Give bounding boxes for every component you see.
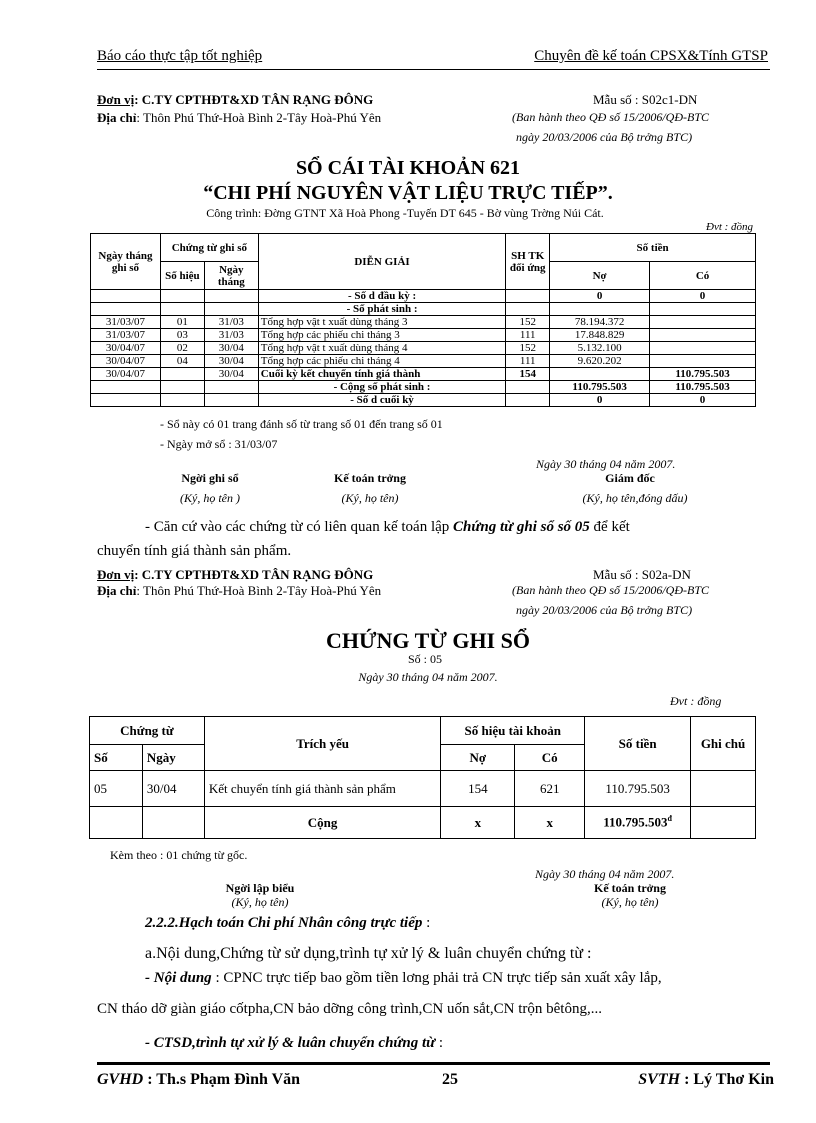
row-debit [550, 368, 650, 381]
ledger-project: Công trình: Đờng GTNT Xã Hoà Phong -Tuyến DT 645 - Bờ vùng Trờng Núi Cát. [206, 206, 604, 220]
row-debit: 17.848.829 [550, 329, 650, 342]
row-credit [650, 316, 756, 329]
table-row [91, 355, 756, 368]
footer-rule-2 [97, 1063, 770, 1064]
row-acct: 152 [506, 316, 550, 329]
opening-debit: 0 [550, 290, 650, 303]
row-date: 31/03/07 [91, 316, 161, 329]
vth-acct: Số hiệu tài khoản [441, 717, 585, 745]
vrow-no: 05 [90, 771, 143, 807]
row-desc: Tổng hợp các phiếu chi tháng 4 [258, 355, 505, 368]
vrow-credit: 621 [515, 771, 585, 807]
footer-svth: SVTH : Lý Thơ Kin [638, 1071, 774, 1088]
ledger-sign-date: Ngày 30 tháng 04 năm 2007. [536, 457, 676, 471]
ledger-table [90, 233, 756, 407]
th-amount: Số tiền [550, 234, 756, 262]
th-acct: SH TK đối ứng [506, 234, 550, 290]
header-rule [97, 69, 770, 70]
closing-label: - Số d cuối kỳ [258, 394, 505, 407]
ledger-signer-2-sub: (Ký, họ tên) [341, 491, 399, 505]
vth-voucher: Chứng từ [90, 717, 205, 745]
row-no: 03 [160, 329, 204, 342]
vtotal-credit: x [515, 807, 585, 839]
voucher-signer-2: Kế toán trởng [594, 881, 666, 895]
ledger-subtitle: “CHI PHÍ NGUYÊN VẬT LIỆU TRỰC TIẾP”. [203, 182, 613, 204]
table-row [91, 368, 756, 381]
total-credit: 110.795.503 [650, 381, 756, 394]
row-debit: 9.620.202 [550, 355, 650, 368]
closing-credit: 0 [650, 394, 756, 407]
row-vdate: 31/03 [204, 329, 258, 342]
voucher-unit: Đơn vị: C.TY CPTHĐT&XD TÂN RẠNG ĐÔNG [97, 567, 374, 582]
th-credit: Có [650, 262, 756, 290]
closing-debit: 0 [550, 394, 650, 407]
page-number: 25 [442, 1071, 458, 1088]
vrow-amount: 110.795.503 [585, 771, 691, 807]
row-no: 01 [160, 316, 204, 329]
vth-vdate: Ngày [142, 745, 204, 771]
section-ctsd: - CTSD,trình tự xử lý & luân chuyển chứng từ : [145, 1035, 444, 1051]
th-voucher: Chứng từ ghi sổ [160, 234, 258, 262]
voucher-form-no: Mẫu số : S02a-DN [593, 567, 691, 582]
th-vdate: Ngày tháng [204, 262, 258, 290]
opening-label: - Số d đầu kỳ : [258, 290, 505, 303]
row-acct: 152 [506, 342, 550, 355]
ledger-signer-3: Giám đốc [605, 471, 655, 485]
voucher-decree-1: (Ban hành theo QĐ số 15/2006/QĐ-BTC [512, 583, 709, 597]
row-acct: 111 [506, 329, 550, 342]
ledger-signer-2: Kế toán trởng [334, 471, 406, 485]
vth-credit: Có [515, 745, 585, 771]
row-acct: 154 [506, 368, 550, 381]
ledger-decree-1: (Ban hành theo QĐ số 15/2006/QĐ-BTC [512, 110, 709, 124]
table-row [91, 342, 756, 355]
vrow-note [691, 771, 756, 807]
row-credit [650, 342, 756, 355]
voucher-sign-date: Ngày 30 tháng 04 năm 2007. [535, 867, 675, 881]
th-no: Số hiệu [160, 262, 204, 290]
row-vdate: 30/04 [204, 355, 258, 368]
row-vdate: 31/03 [204, 316, 258, 329]
ledger-signer-1: Ngời ghi sổ [181, 471, 239, 485]
row-credit [650, 329, 756, 342]
section-content: - Nội dung : CPNC trực tiếp bao gồm tiền lơng phải trả CN trực tiếp sản xuất xây lắp, [145, 970, 662, 986]
th-desc: DIỄN GIẢI [258, 234, 505, 290]
row-no: 04 [160, 355, 204, 368]
vth-summary: Trích yếu [204, 717, 441, 771]
row-acct: 111 [506, 355, 550, 368]
arise-label: - Số phát sinh : [258, 303, 505, 316]
header-right: Chuyên đề kế toán CPSX&Tính GTSP [534, 48, 768, 64]
row-vdate: 30/04 [204, 342, 258, 355]
th-date: Ngày tháng ghi sổ [91, 234, 161, 290]
section-sub: a.Nội dung,Chứng từ sử dụng,trình tự xử lý & luân chuyển chứng từ : [145, 945, 592, 962]
row-desc: Tổng hợp các phiếu chi tháng 3 [258, 329, 505, 342]
row-date: 30/04/07 [91, 355, 161, 368]
row-desc: Cuối kỳ kết chuyển tính giá thành [258, 368, 505, 381]
vrow-summary: Kết chuyển tính giá thành sản phẩm [204, 771, 441, 807]
voucher-decree-2: ngày 20/03/2006 của Bộ trởng BTC) [516, 603, 693, 617]
row-desc: Tổng hợp vật t xuất dùng tháng 3 [258, 316, 505, 329]
vrow-debit: 154 [441, 771, 515, 807]
vth-debit: Nợ [441, 745, 515, 771]
section-content-2: CN tháo dỡ giàn giáo cốtpha,CN bảo dỡng công trình,CN uốn sắt,CN trộn bêtông,... [97, 1001, 602, 1017]
voucher-total-row [90, 807, 756, 839]
row-debit: 5.132.100 [550, 342, 650, 355]
row-debit: 78.194.372 [550, 316, 650, 329]
opening-credit: 0 [650, 290, 756, 303]
voucher-unit-money: Đvt : đồng [670, 694, 722, 708]
ledger-title: SỔ CÁI TÀI KHOẢN 621 [295, 157, 521, 179]
row-no: 02 [160, 342, 204, 355]
ledger-unit-money: Đvt : đồng [706, 221, 754, 233]
vtotal-debit: x [441, 807, 515, 839]
ledger-signer-1-sub: (Ký, họ tên ) [180, 491, 240, 505]
vth-no: Số [90, 745, 143, 771]
vtotal-mark: đ [667, 814, 672, 824]
voucher-title: CHỨNG TỪ GHI SỔ [326, 628, 530, 653]
vth-amount: Số tiền [585, 717, 691, 771]
row-vdate: 30/04 [204, 368, 258, 381]
table-row [91, 329, 756, 342]
voucher-signer-1: Ngời lập biểu [225, 881, 295, 895]
voucher-table [89, 716, 756, 839]
header-left: Báo cáo thực tập tốt nghiệp [97, 48, 263, 64]
ledger-note-2: - Ngày mở sổ : 31/03/07 [160, 437, 278, 451]
ledger-address: Địa chỉ: Thôn Phú Thứ-Hoà Bình 2-Tây Hoà-Phú Yên [97, 110, 382, 125]
table-row [90, 771, 756, 807]
ledger-opening-row [91, 290, 756, 303]
ledger-unit: Đơn vị: C.TY CPTHĐT&XD TÂN RẠNG ĐÔNG [97, 92, 374, 107]
ledger-closing-row [91, 394, 756, 407]
row-no [160, 368, 204, 381]
row-desc: Tổng hợp vật t xuất dùng tháng 4 [258, 342, 505, 355]
total-label: - Cộng số phát sinh : [258, 381, 505, 394]
voucher-number: Số : 05 [407, 652, 442, 666]
vtotal-label: Cộng [204, 807, 441, 839]
vrow-vdate: 30/04 [142, 771, 204, 807]
ledger-note-1: - Sổ này có 01 trang đánh số từ trang số 01 đến trang số 01 [160, 417, 443, 431]
ledger-signer-3-sub: (Ký, họ tên,đóng dấu) [582, 491, 688, 505]
row-date: 30/04/07 [91, 342, 161, 355]
vth-note: Ghi chú [691, 717, 756, 771]
section-heading: 2.2.2.Hạch toán Chi phí Nhân công trực tiếp : [145, 915, 431, 931]
voucher-date: Ngày 30 tháng 04 năm 2007. [358, 670, 498, 684]
ledger-arise-row [91, 303, 756, 316]
row-credit [650, 355, 756, 368]
voucher-signer-2-sub: (Ký, họ tên) [601, 895, 659, 909]
row-credit: 110.795.503 [650, 368, 756, 381]
voucher-signer-1-sub: (Ký, họ tên) [231, 895, 289, 909]
voucher-address: Địa chỉ: Thôn Phú Thứ-Hoà Bình 2-Tây Hoà-Phú Yên [97, 583, 382, 598]
ledger-decree-2: ngày 20/03/2006 của Bộ trởng BTC) [516, 130, 693, 144]
vtotal-amount: $110.795.503^đ$ [585, 807, 691, 839]
footer-gvhd: GVHD : Th.s Phạm Đình Văn [97, 1071, 301, 1088]
th-debit: Nợ [550, 262, 650, 290]
paragraph: - Căn cứ vào các chứng từ có liên quan kế toán lập Chứng từ ghi sổ số 05 để kết chuyển tính giá thành sản phẩm. [97, 519, 630, 559]
row-date: 31/03/07 [91, 329, 161, 342]
table-row [91, 316, 756, 329]
voucher-attach: Kèm theo : 01 chứng từ gốc. [110, 848, 248, 862]
ledger-total-row [91, 381, 756, 394]
total-debit: 110.795.503 [550, 381, 650, 394]
ledger-form-no: Mẫu số : S02c1-DN [593, 92, 698, 107]
row-date: 30/04/07 [91, 368, 161, 381]
